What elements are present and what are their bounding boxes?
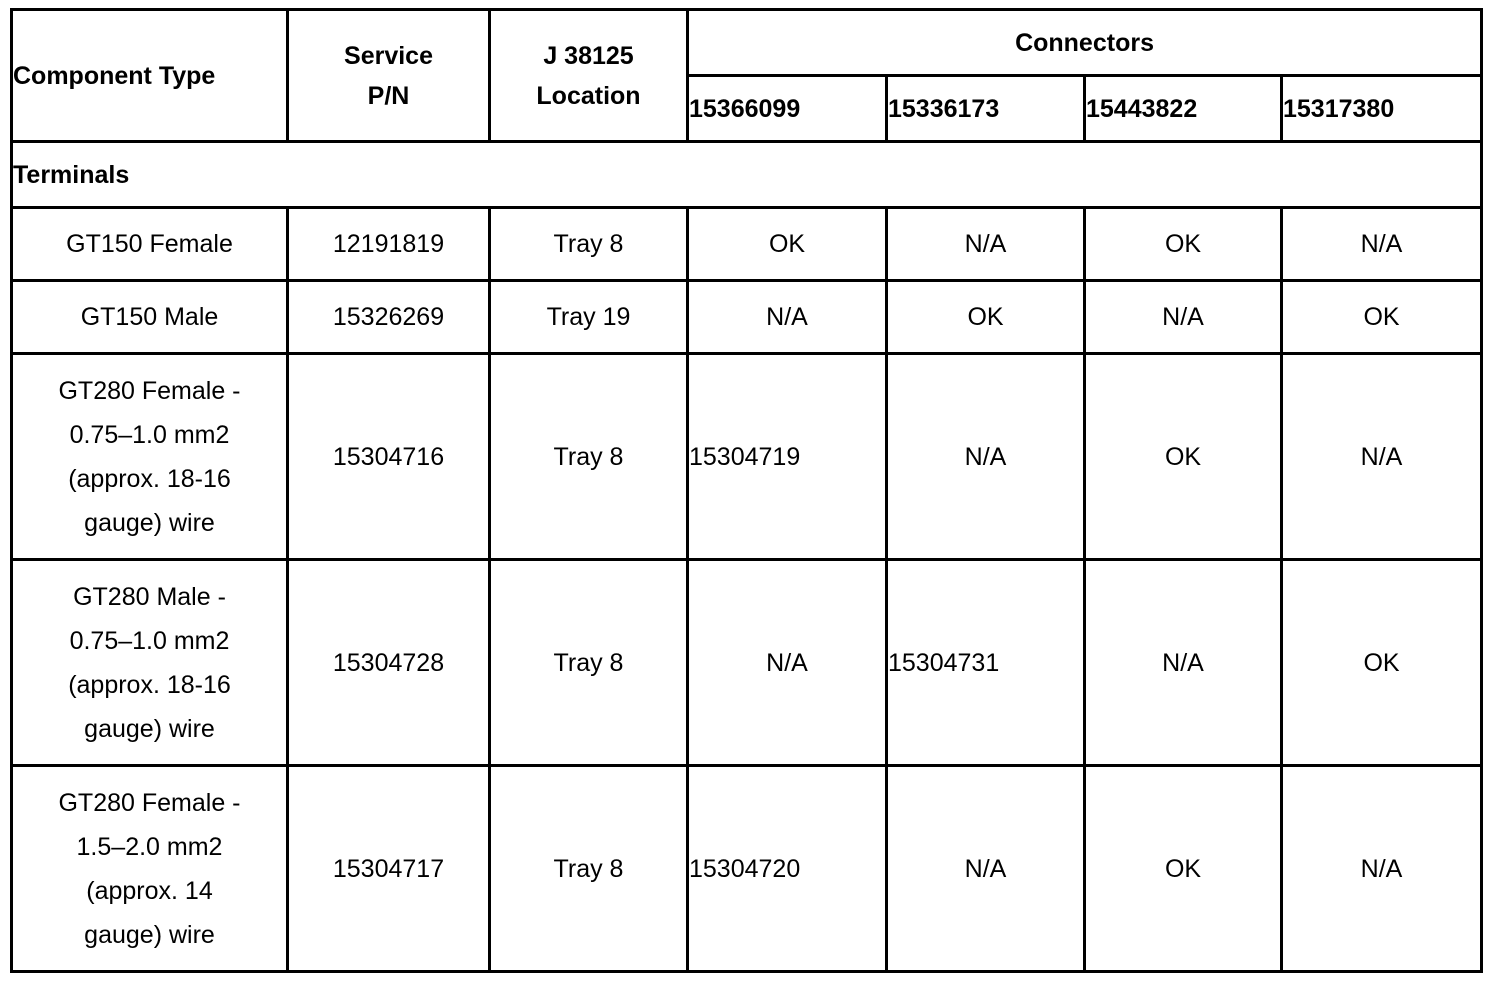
component-line: gauge) wire <box>84 920 215 949</box>
connector-cell: OK <box>688 208 887 281</box>
component-line: GT280 Female - <box>58 788 241 817</box>
connector-cell: OK <box>1085 354 1282 560</box>
table-row <box>12 208 1482 281</box>
header-location <box>490 10 688 142</box>
location-cell: Tray 8 <box>490 560 688 766</box>
component-line: 1.5–2.0 mm2 <box>76 832 223 861</box>
connector-cell: 15304731 <box>887 560 1085 766</box>
component-cell <box>12 354 288 560</box>
component-cell <box>12 560 288 766</box>
connector-cell: N/A <box>688 281 887 354</box>
table-row <box>12 766 1482 972</box>
service-pn-cell: 15326269 <box>288 281 490 354</box>
service-pn-cell: 15304717 <box>288 766 490 972</box>
header-service-pn-line2: P/N <box>367 81 410 110</box>
header-connector-number: 15336173 <box>887 76 1085 142</box>
connector-cell: N/A <box>1282 208 1482 281</box>
header-location-line2: Location <box>536 81 641 110</box>
connector-cell: N/A <box>887 354 1085 560</box>
header-connector-number: 15443822 <box>1085 76 1282 142</box>
component-cell <box>12 766 288 972</box>
table-row <box>12 354 1482 560</box>
location-cell: Tray 8 <box>490 354 688 560</box>
connector-cell: N/A <box>1282 766 1482 972</box>
component-line: 0.75–1.0 mm2 <box>69 420 230 449</box>
connector-cell: OK <box>1085 208 1282 281</box>
location-cell: Tray 19 <box>490 281 688 354</box>
connector-cell: OK <box>887 281 1085 354</box>
table-row <box>12 560 1482 766</box>
connector-cell: N/A <box>887 208 1085 281</box>
section-label: Terminals <box>12 142 1482 208</box>
component-cell: GT150 Male <box>12 281 288 354</box>
header-connector-number: 15366099 <box>688 76 887 142</box>
connector-cell: 15304720 <box>688 766 887 972</box>
component-line: (approx. 18-16 <box>68 670 231 699</box>
connector-cell: OK <box>1282 281 1482 354</box>
table-row <box>12 281 1482 354</box>
component-line: 0.75–1.0 mm2 <box>69 626 230 655</box>
header-service-pn <box>288 10 490 142</box>
connector-cell: N/A <box>688 560 887 766</box>
header-connectors: Connectors <box>688 10 1482 76</box>
service-pn-cell: 15304716 <box>288 354 490 560</box>
connector-cell: N/A <box>1085 560 1282 766</box>
component-line: GT280 Female - <box>58 376 241 405</box>
component-line: gauge) wire <box>84 508 215 537</box>
connector-cell: OK <box>1282 560 1482 766</box>
section-row <box>12 142 1482 208</box>
header-component-type: Component Type <box>12 10 288 142</box>
component-line: (approx. 18-16 <box>68 464 231 493</box>
header-location-line1: J 38125 <box>543 41 634 70</box>
connector-cell: OK <box>1085 766 1282 972</box>
service-pn-cell: 15304728 <box>288 560 490 766</box>
header-row <box>12 10 1482 76</box>
connector-cell: N/A <box>887 766 1085 972</box>
connector-cell: N/A <box>1282 354 1482 560</box>
component-line: gauge) wire <box>84 714 215 743</box>
connector-cell: 15304719 <box>688 354 887 560</box>
connector-cell: N/A <box>1085 281 1282 354</box>
component-line: GT280 Male - <box>73 582 226 611</box>
terminals-table <box>10 8 1483 973</box>
location-cell: Tray 8 <box>490 766 688 972</box>
header-service-pn-line1: Service <box>344 41 433 70</box>
header-connector-number: 15317380 <box>1282 76 1482 142</box>
location-cell: Tray 8 <box>490 208 688 281</box>
service-pn-cell: 12191819 <box>288 208 490 281</box>
component-line: (approx. 14 <box>86 876 213 905</box>
component-cell: GT150 Female <box>12 208 288 281</box>
